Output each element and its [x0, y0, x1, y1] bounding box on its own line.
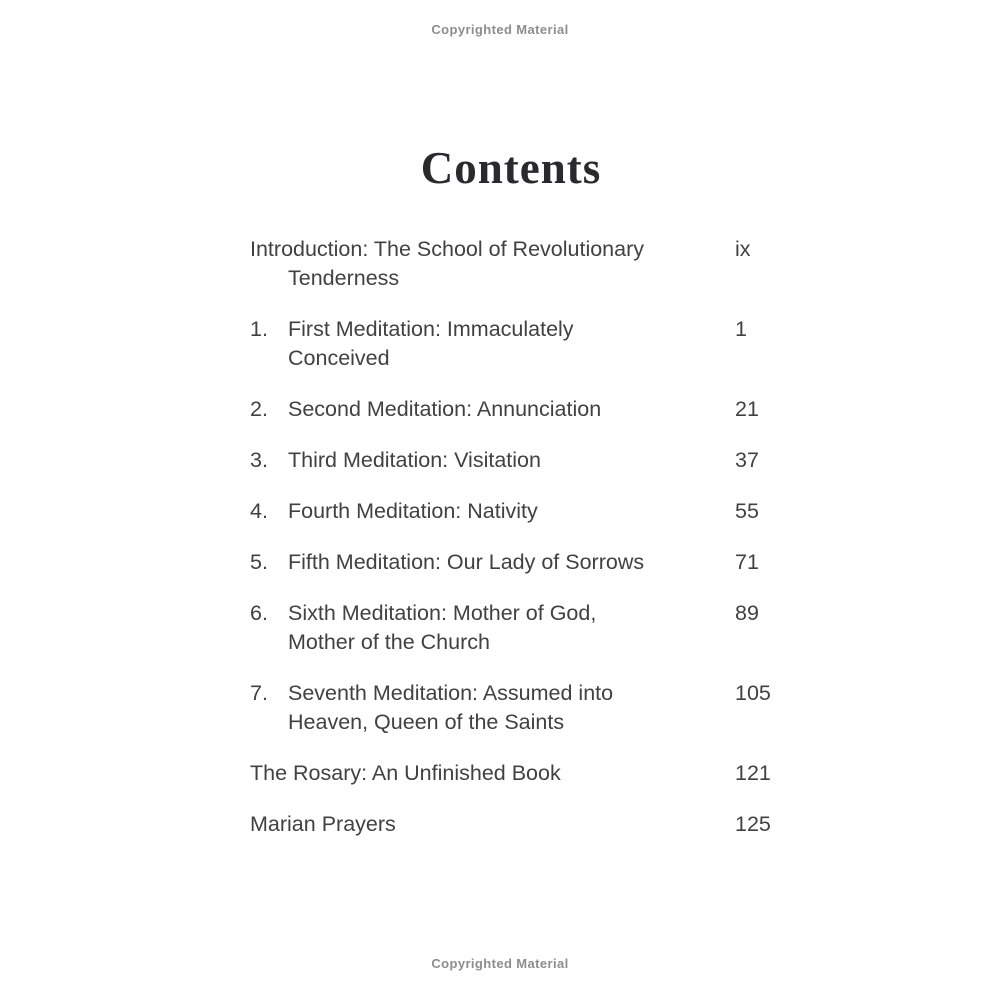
toc-entry-line: Sixth Meditation: Mother of God, — [288, 601, 597, 625]
toc-entry-title — [250, 679, 735, 737]
toc-entry-2 — [250, 395, 772, 424]
copyright-notice-top: Copyrighted Material — [431, 22, 569, 37]
toc-entry-title — [250, 315, 735, 373]
toc-entry-number: 5. — [250, 550, 268, 574]
toc-entry-6 — [250, 599, 772, 657]
toc-entry-number: 6. — [250, 601, 268, 625]
toc-entry-number: 2. — [250, 397, 268, 421]
toc-entry-line: Mother of the Church — [288, 630, 490, 654]
toc-entry-title — [250, 548, 735, 577]
toc-entry-rosary — [250, 759, 772, 788]
toc-page-number: 1 — [735, 317, 747, 341]
table-of-contents — [250, 235, 772, 861]
toc-entry-line: Fourth Meditation: Nativity — [288, 499, 538, 523]
toc-entry-line: Fifth Meditation: Our Lady of Sorrows — [288, 550, 645, 574]
copyright-notice-bottom: Copyrighted Material — [431, 956, 569, 971]
toc-page-number: ix — [735, 237, 751, 261]
toc-page-number: 55 — [735, 499, 759, 523]
toc-entry-title — [250, 446, 735, 475]
toc-entry-number: 1. — [250, 317, 268, 341]
toc-entry-title — [250, 759, 735, 788]
toc-entry-number: 7. — [250, 681, 268, 705]
toc-entry-title — [250, 395, 735, 424]
toc-page-number: 125 — [735, 812, 771, 836]
toc-entry-line: Tenderness — [288, 266, 400, 290]
toc-entry-marian-prayers — [250, 810, 772, 839]
toc-entry-line: The Rosary: An Unfinished Book — [250, 761, 561, 785]
toc-entry-line: Third Meditation: Visitation — [288, 448, 541, 472]
toc-entry-line: Seventh Meditation: Assumed into — [288, 681, 614, 705]
toc-page-number: 89 — [735, 601, 759, 625]
toc-entry-title — [250, 497, 735, 526]
toc-entry-line: First Meditation: Immaculately — [288, 317, 574, 341]
toc-entry-number: 3. — [250, 448, 268, 472]
toc-entry-title — [250, 810, 735, 839]
toc-entry-title — [250, 599, 735, 657]
toc-entry-1 — [250, 315, 772, 373]
toc-entry-title — [250, 235, 735, 293]
toc-entry-line: Second Meditation: Annunciation — [288, 397, 602, 421]
toc-entry-introduction — [250, 235, 772, 293]
toc-entry-line: Introduction: The School of Revolutionary — [250, 237, 645, 261]
toc-page-number: 21 — [735, 397, 759, 421]
toc-page-number: 121 — [735, 761, 771, 785]
toc-entry-line: Conceived — [288, 346, 390, 370]
toc-entry-number: 4. — [250, 499, 268, 523]
toc-entry-7 — [250, 679, 772, 737]
toc-entry-3 — [250, 446, 772, 475]
toc-page-number: 105 — [735, 681, 771, 705]
toc-page-number: 71 — [735, 550, 759, 574]
toc-page-number: 37 — [735, 448, 759, 472]
toc-entry-4 — [250, 497, 772, 526]
toc-entry-line: Heaven, Queen of the Saints — [288, 710, 565, 734]
toc-entry-line: Marian Prayers — [250, 812, 396, 836]
toc-entry-5 — [250, 548, 772, 577]
page-title: Contents — [420, 143, 602, 193]
